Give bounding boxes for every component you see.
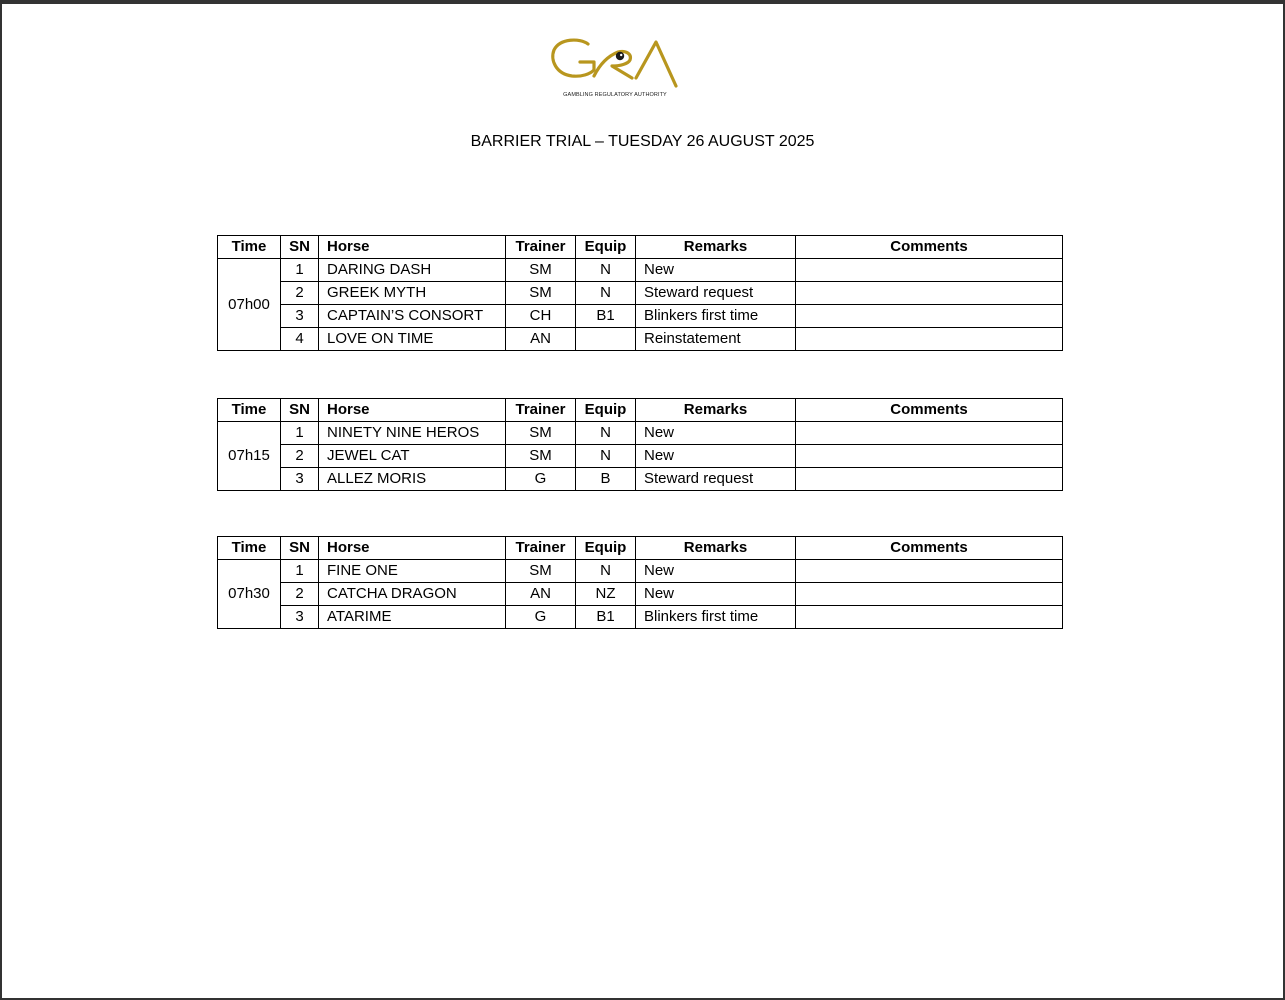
sn-cell: 2 [281, 583, 319, 606]
horse-cell: ATARIME [319, 606, 506, 629]
trainer-cell: G [506, 468, 576, 491]
table-row [218, 606, 1063, 629]
header-time: Time [218, 537, 281, 560]
header-comments: Comments [796, 399, 1063, 422]
trial-table-0730 [217, 536, 1063, 629]
trainer-cell: SM [506, 259, 576, 282]
sn-cell: 2 [281, 282, 319, 305]
equip-cell: N [576, 445, 636, 468]
equip-cell [576, 328, 636, 351]
table-header-row [218, 236, 1063, 259]
sn-cell: 3 [281, 468, 319, 491]
remarks-cell: New [636, 259, 796, 282]
trial-time: 07h15 [218, 422, 281, 491]
gra-logo-icon [550, 34, 680, 92]
header-time: Time [218, 399, 281, 422]
comments-cell [796, 560, 1063, 583]
horse-cell: DARING DASH [319, 259, 506, 282]
header-horse: Horse [319, 236, 506, 259]
trainer-cell: AN [506, 583, 576, 606]
trainer-cell: CH [506, 305, 576, 328]
remarks-cell: Steward request [636, 468, 796, 491]
equip-cell: B1 [576, 606, 636, 629]
header-comments: Comments [796, 236, 1063, 259]
remarks-cell: Steward request [636, 282, 796, 305]
remarks-cell: New [636, 422, 796, 445]
trainer-cell: SM [506, 445, 576, 468]
sn-cell: 4 [281, 328, 319, 351]
remarks-cell: New [636, 583, 796, 606]
equip-cell: B [576, 468, 636, 491]
remarks-cell: Reinstatement [636, 328, 796, 351]
header-trainer: Trainer [506, 399, 576, 422]
horse-cell: FINE ONE [319, 560, 506, 583]
comments-cell [796, 606, 1063, 629]
header-comments: Comments [796, 537, 1063, 560]
comments-cell [796, 282, 1063, 305]
table-row [218, 259, 1063, 282]
header-remarks: Remarks [636, 236, 796, 259]
gra-logo [550, 34, 680, 104]
comments-cell [796, 259, 1063, 282]
trainer-cell: G [506, 606, 576, 629]
trial-time: 07h30 [218, 560, 281, 629]
sn-cell: 1 [281, 560, 319, 583]
trainer-cell: SM [506, 560, 576, 583]
header-horse: Horse [319, 537, 506, 560]
horse-cell: LOVE ON TIME [319, 328, 506, 351]
equip-cell: N [576, 560, 636, 583]
table-row [218, 328, 1063, 351]
table-row [218, 560, 1063, 583]
table-row [218, 282, 1063, 305]
header-sn: SN [281, 537, 319, 560]
comments-cell [796, 422, 1063, 445]
sn-cell: 2 [281, 445, 319, 468]
horse-cell: CATCHA DRAGON [319, 583, 506, 606]
horse-cell: NINETY NINE HEROS [319, 422, 506, 445]
header-equip: Equip [576, 537, 636, 560]
table-header-row [218, 537, 1063, 560]
equip-cell: NZ [576, 583, 636, 606]
trial-table-0715 [217, 398, 1063, 491]
table-header-row [218, 399, 1063, 422]
equip-cell: B1 [576, 305, 636, 328]
equip-cell: N [576, 282, 636, 305]
header-equip: Equip [576, 236, 636, 259]
comments-cell [796, 583, 1063, 606]
equip-cell: N [576, 259, 636, 282]
comments-cell [796, 305, 1063, 328]
trainer-cell: SM [506, 422, 576, 445]
header-trainer: Trainer [506, 537, 576, 560]
remarks-cell: Blinkers first time [636, 305, 796, 328]
comments-cell [796, 328, 1063, 351]
table-row [218, 445, 1063, 468]
table-row [218, 422, 1063, 445]
remarks-cell: New [636, 560, 796, 583]
sn-cell: 1 [281, 259, 319, 282]
page-title: BARRIER TRIAL – TUESDAY 26 AUGUST 2025 [470, 133, 815, 150]
header-equip: Equip [576, 399, 636, 422]
remarks-cell: Blinkers first time [636, 606, 796, 629]
logo-caption: GAMBLING REGULATORY AUTHORITY [563, 92, 667, 98]
trial-time: 07h00 [218, 259, 281, 351]
header-sn: SN [281, 399, 319, 422]
header-time: Time [218, 236, 281, 259]
trainer-cell: AN [506, 328, 576, 351]
horse-cell: ALLEZ MORIS [319, 468, 506, 491]
header-horse: Horse [319, 399, 506, 422]
table-row [218, 305, 1063, 328]
trial-table-0700 [217, 235, 1063, 351]
sn-cell: 3 [281, 305, 319, 328]
comments-cell [796, 468, 1063, 491]
header-sn: SN [281, 236, 319, 259]
trainer-cell: SM [506, 282, 576, 305]
table-row [218, 583, 1063, 606]
sn-cell: 1 [281, 422, 319, 445]
equip-cell: N [576, 422, 636, 445]
horse-cell: CAPTAIN’S CONSORT [319, 305, 506, 328]
header-remarks: Remarks [636, 537, 796, 560]
header-remarks: Remarks [636, 399, 796, 422]
sn-cell: 3 [281, 606, 319, 629]
horse-cell: JEWEL CAT [319, 445, 506, 468]
table-row [218, 468, 1063, 491]
header-trainer: Trainer [506, 236, 576, 259]
remarks-cell: New [636, 445, 796, 468]
horse-cell: GREEK MYTH [319, 282, 506, 305]
comments-cell [796, 445, 1063, 468]
